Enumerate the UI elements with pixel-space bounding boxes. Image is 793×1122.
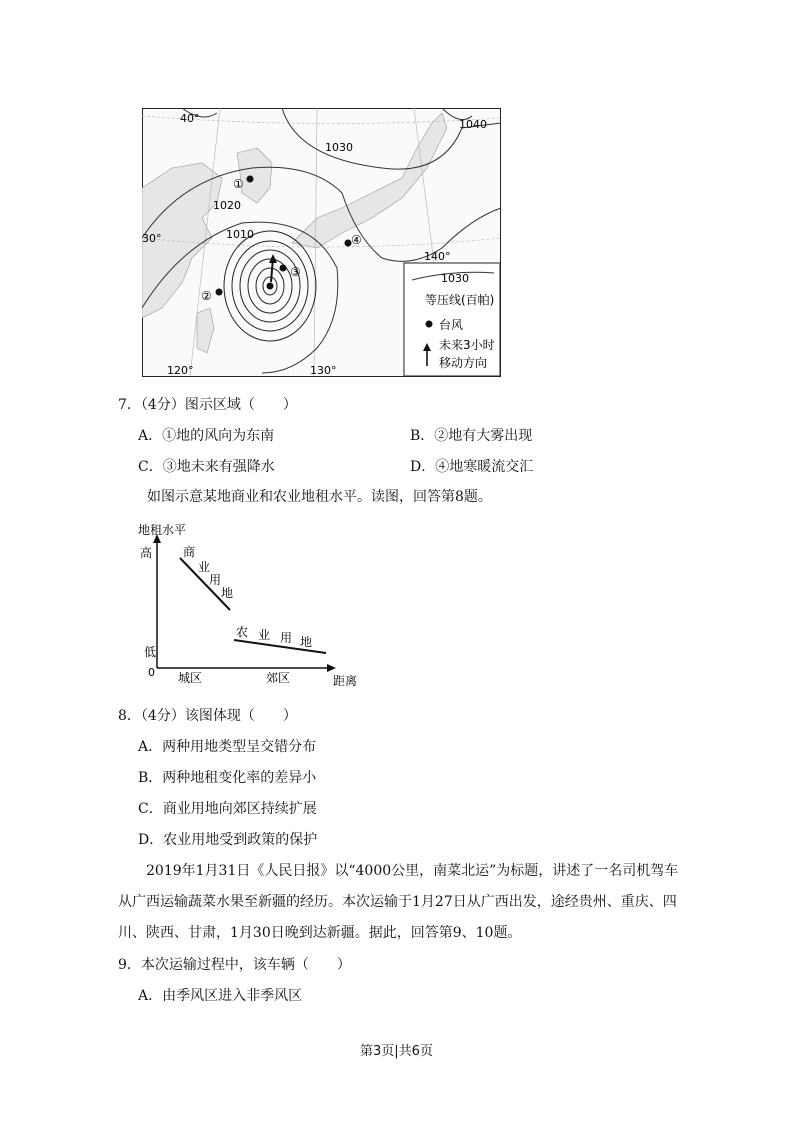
q7-option-b[interactable]: B．②地有大雾出现 [410,428,533,444]
passage-9-10: 2019年1月31日《人民日报》以“4000公里，南菜北运”为标题，讲述了一名司机驾车从广西运输蔬菜水果至新疆的经历。本次运输于1月27日从广西出发，途经贵州、重庆、四川、陕西、甘肃，1月30日晚到达新疆。据此，回答第9、10题。 [118,863,679,941]
isobar-1020-label: 1020 [213,199,241,212]
agri-char-4: 地 [300,635,313,649]
q8-option-a[interactable]: A．两种用地类型呈交错分布 [138,739,317,755]
typhoon-icon [267,283,274,290]
q8-option-c[interactable]: C．商业用地向郊区持续扩展 [138,801,317,817]
y-high-label: 高 [140,546,153,560]
q9-stem: 9．本次运输过程中，该车辆（ ） [118,957,351,973]
q8-option-d[interactable]: D．农业用地受到政策的保护 [138,832,318,848]
weather-map [142,108,502,378]
isobar-1010-label: 1010 [226,228,254,241]
q8-intro: 如图示意某地商业和农业地租水平。读图，回答第8题。 [147,489,492,505]
x-suburb-label: 郊区 [266,671,291,685]
lon-130-label: 130° [310,364,337,377]
q7-stem: 7．（4分）图示区域（ ） [118,397,297,413]
y-axis-label: 地租水平 [138,523,187,537]
q7-option-a[interactable]: A．①地的风向为东南 [138,428,275,444]
rent-chart [130,518,370,692]
legend-typhoon-icon [426,321,433,328]
legend-move-line2: 移动方向 [439,356,488,370]
point-3 [280,265,287,272]
legend-move-line1: 未来3小时 [439,338,495,352]
point-1-label: ① [233,177,244,191]
commercial-char-1: 商 [183,545,196,559]
point-2 [216,289,223,296]
lat-40-label: 40° [180,112,200,125]
legend-isobar-value: 1030 [441,272,469,285]
legend-isobar-label: 等压线(百帕) [425,293,495,307]
commercial-char-2: 业 [198,560,211,574]
agri-char-3: 用 [280,631,293,645]
page-footer: 第3页|共6页 [360,1044,433,1059]
commercial-char-4: 地 [221,586,234,600]
isobar-1040-label: 1040 [459,118,487,131]
origin-label: 0 [148,666,155,679]
point-3-label: ③ [290,265,301,279]
isobar-1030-label: 1030 [325,141,353,154]
y-low-label: 低 [144,645,157,659]
q9-option-a[interactable]: A．由季风区进入非季风区 [138,988,303,1004]
agri-char-1: 农 [236,625,249,639]
q8-option-b[interactable]: B．两种地租变化率的差异小 [138,770,317,786]
q8-stem: 8．（4分）该图体现（ ） [118,708,297,724]
q7-option-d[interactable]: D．④地寒暖流交汇 [410,459,534,475]
x-city-label: 城区 [178,671,203,685]
commercial-char-3: 用 [209,573,222,587]
point-2-label: ② [201,289,212,303]
q7-option-c[interactable]: C．③地未来有强降水 [138,459,275,475]
point-4-label: ④ [351,233,362,247]
legend-typhoon-label: 台风 [439,318,464,332]
lon-120-label: 120° [167,364,194,377]
lat-30-label: 30° [142,232,162,245]
point-1 [247,176,254,183]
x-axis-label: 距离 [333,674,358,688]
lon-140-label: 140° [424,250,451,263]
agri-char-2: 业 [258,628,271,642]
